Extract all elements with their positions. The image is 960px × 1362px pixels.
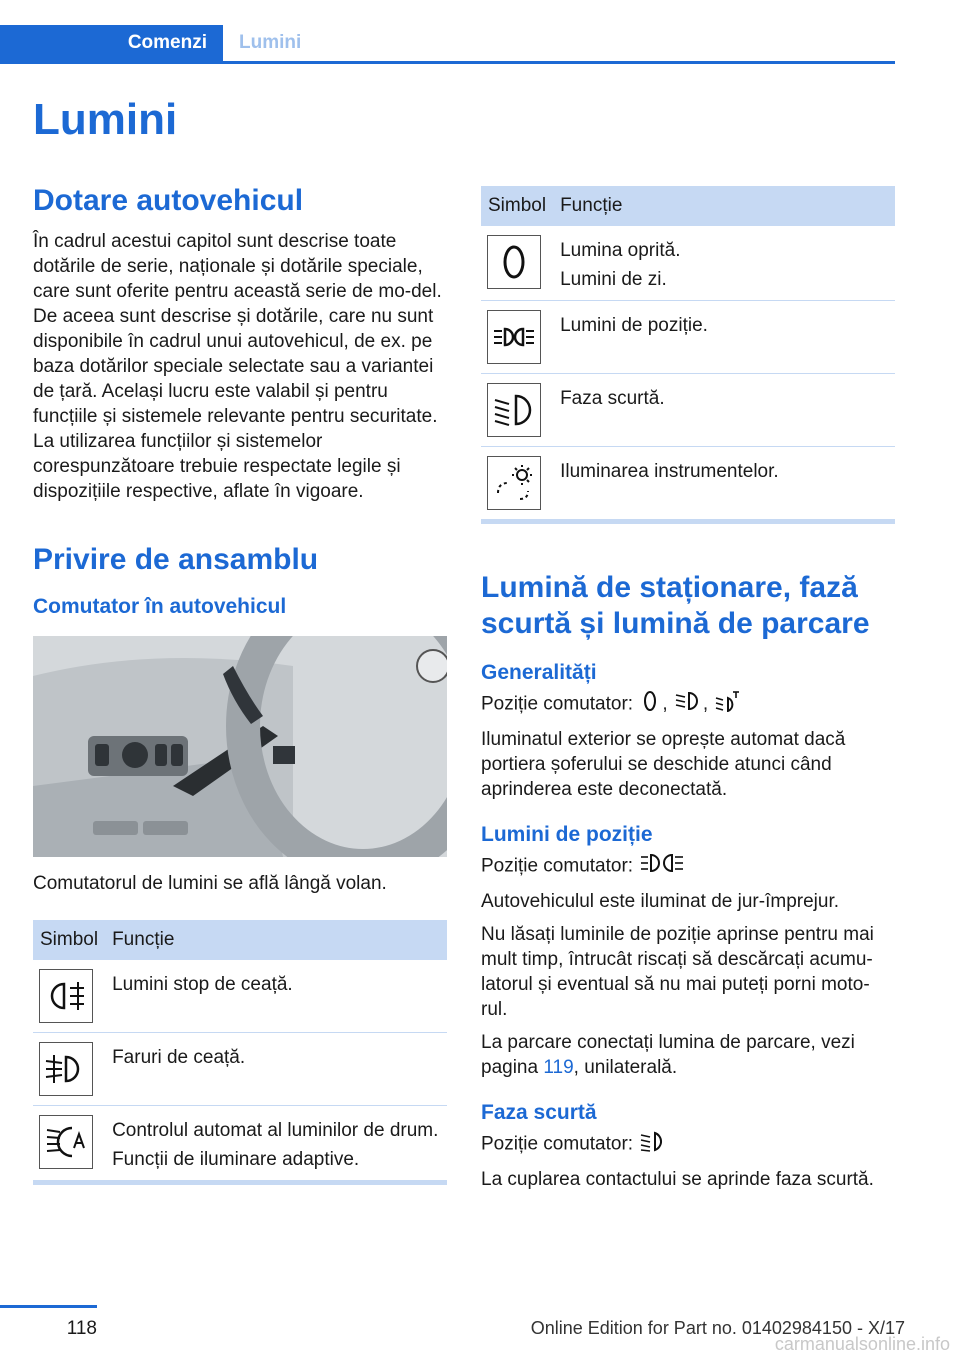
low-beam-icon [640, 1130, 668, 1159]
front-fog-light-icon [39, 1042, 93, 1096]
subsection-title-faza-scurta: Faza scurtă [481, 1101, 597, 1124]
pozitie-text-3 [481, 1030, 895, 1080]
instrument-lighting-icon [487, 456, 541, 510]
switch-position-label: Poziție comutator: [481, 1133, 634, 1155]
parking-light-sym-icon [675, 690, 701, 719]
general-text: Iluminatul exterior se oprește automat dacă portiera șoferului se deschide atunci când aprinderea este deconectată. [481, 729, 846, 800]
parking-lights-icon [487, 310, 541, 364]
page-title: Lumini [33, 95, 178, 144]
table-cell-text: Lumini de poziție. [560, 315, 708, 336]
table-cell-text: Funcții de iluminare adaptive. [112, 1149, 360, 1170]
switch-position-line-faza [481, 1130, 895, 1159]
table-header-function: Funcție [553, 186, 895, 226]
right-column [481, 186, 895, 1192]
table-header-symbol: Simbol [481, 186, 553, 226]
tab-comenzi[interactable]: Comenzi [0, 25, 223, 61]
table-cell-text: Controlul automat al luminilor de drum. [112, 1120, 439, 1141]
footer-rule [0, 1305, 97, 1308]
rear-fog-light-icon [39, 969, 93, 1023]
symbols-table-right [481, 186, 895, 519]
table-cell-text: Faruri de ceață. [112, 1047, 246, 1068]
table-row [481, 301, 895, 374]
table-cell-text: Lumini de zi. [560, 269, 667, 290]
faza-scurta-text: La cuplarea contactului se aprinde faza scurtă. [481, 1169, 874, 1190]
table-bottom-rule [481, 519, 895, 524]
header-tabs [0, 25, 895, 64]
switch-position-line-general: Poziție comutator: , , [481, 690, 895, 719]
section-title-privire: Privire de ansamblu [33, 543, 319, 576]
table-header-symbol: Simbol [33, 920, 105, 960]
edition-info: Online Edition for Part no. 01402984150 - X/17 [530, 1318, 905, 1338]
symbols-table-left [33, 920, 447, 1180]
section-title-dotare: Dotare autovehicul [33, 184, 304, 217]
page-reference-link[interactable]: 119 [543, 1057, 574, 1078]
table-cell-text: Iluminarea instrumentelor. [560, 461, 779, 482]
subsection-title-comutator: Comutator în autovehicul [33, 595, 287, 618]
pozitie-text-2: Nu lăsați luminile de poziție aprinse pentru mai mult timp, întrucât riscați să descărcați acumu‐latorul și eventual să nu mai puteți porni moto‐rul. [481, 924, 874, 1020]
dashboard-illustration [33, 636, 447, 857]
table-bottom-rule [33, 1180, 447, 1185]
table-row [33, 960, 447, 1033]
table-cell-text: Lumina oprită. [560, 240, 681, 261]
switch-position-label: Poziție comutator: [481, 693, 634, 715]
zero-position-icon [640, 690, 660, 719]
table-cell-text: Faza scurtă. [560, 388, 665, 409]
photo-caption: Comutatorul de lumini se află lângă volan. [33, 873, 387, 894]
table-row [481, 447, 895, 520]
section-title-lumina: Lumină de staționare, fază scurtă și lumină de parcare [481, 571, 870, 640]
section-text-dotare: În cadrul acestui capitol sunt descrise toate dotările de serie, naționale și dotările speciale, care sunt oferite pentru această serie de mo‐del. De aceea sunt descrise și dotările, care nu sunt disponibile în cadrul unui autovehicul, de ex. pe baza dotărilor speciale selectate sau a variantei de țară. Același lucru este valabil și pentru funcțiile și sistemele relevante pentru securitate. La utilizarea funcțiilor și sistemelor corespunzătoare trebuie respectate legile și dispozițiile respective, aflate în vigoare. [33, 231, 442, 502]
subsection-title-generalitati: Generalități [481, 661, 597, 684]
low-beam-icon [487, 383, 541, 437]
page-number: 118 [66, 1318, 97, 1339]
pozitie-text-3b: , unilaterală. [573, 1057, 678, 1078]
left-column [33, 183, 447, 1185]
switch-position-label: Poziție comutator: [481, 855, 634, 877]
low-beam-sym-icon [715, 690, 741, 719]
parking-lights-icon [640, 852, 684, 881]
table-cell-text: Lumini stop de ceață. [112, 974, 293, 995]
subsection-title-pozitie: Lumini de poziție [481, 823, 653, 846]
zero-position-icon [487, 235, 541, 289]
watermark: carmanualsonline.info [774, 1334, 950, 1354]
table-header-function: Funcție [105, 920, 447, 960]
dashboard-photo [33, 636, 447, 857]
table-row [33, 1106, 447, 1181]
pozitie-text-1: Autovehiculul este iluminat de jur-împrejur. [481, 891, 840, 912]
table-row [481, 374, 895, 447]
table-row [33, 1033, 447, 1106]
pozitie-text-3a: La parcare conectați lumina de parcare, vezi pagina [481, 1032, 855, 1078]
tab-lumini[interactable]: Lumini [239, 32, 302, 53]
auto-high-beam-icon [39, 1115, 93, 1169]
table-row [481, 226, 895, 301]
switch-position-line-pozitie [481, 852, 895, 881]
